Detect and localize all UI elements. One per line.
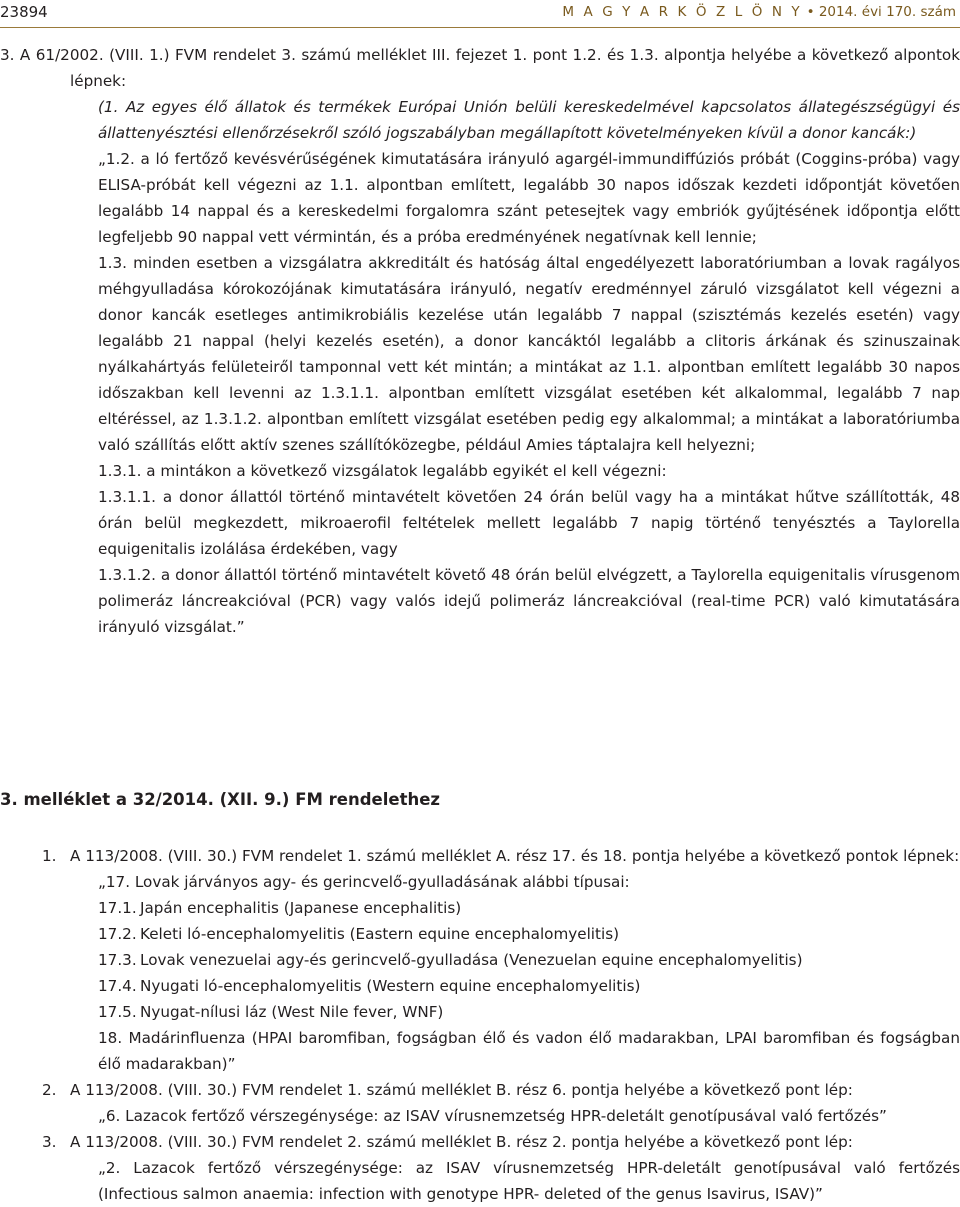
journal-header [562,4,956,20]
section-3-intro: 3. A 61/2002. (VIII. 1.) FVM rendelet 3. számú melléklet III. fejezet 1. pont 1.2. és 1.3. alpontja helyébe a következő alpontok lépnek: [0,46,960,90]
item-number: 3. [42,1133,57,1151]
annex-item-1-18: 18. Madárinfluenza (HPAI baromfiban, fogságban élő és vadon élő madarakban, LPAI baromfiban és fogságban élő madarakban)” [98,1029,960,1073]
subitem-text: Keleti ló-encephalomyelitis (Eastern equine encephalomyelitis) [140,925,620,943]
item-number: 1. [42,847,57,865]
section-3-body [0,42,960,640]
annex-item-1-17: „17. Lovak járványos agy- és gerincvelő-gyulladásának alábbi típusai: [98,873,630,891]
annex-subitem [0,999,960,1025]
subitem-number: 17.3. [98,951,137,969]
paragraph-1-3-1-1: 1.3.1.1. a donor állattól történő mintavételt követően 24 órán belül vagy ha a mintákat hűtve szállították, 48 órán belül megkezdett, mikroaerofil feltételek mellett legalább 7 napig történő tenyésztés a Taylorella equigenitalis izolálása érdekében, vagy [98,488,960,558]
paragraph-1-2: „1.2. a ló fertőző kevésvérűségének kimutatására irányuló agargél-immundiffúziós próbát (Coggins-próba) vagy ELISA-próbát kell végezni az 1.1. alpontban említett, legalább 30 napos időszak kezdeti időpontját követően legalább 14 nappal és a kereskedelmi forgalomra szánt petesejtek vagy embriók gyűjtésének időpontja előtt legfeljebb 90 nappal vett vérmintán, és a próba eredményének negatívnak kell lennie; [98,150,960,246]
subitem-text: Lovak venezuelai agy-és gerincvelő-gyulladása (Venezuelan equine encephalomyelitis) [140,951,803,969]
subitem-number: 17.5. [98,1003,137,1021]
annex-item-1: 1. A 113/2008. (VIII. 30.) FVM rendelet 1. számú melléklet A. rész 17. és 18. pontja helyébe a következő pontok lépnek: [0,843,960,869]
annex-sublist [0,895,960,1025]
annex-body [0,843,960,1207]
paragraph-1-3-1: 1.3.1. a mintákon a következő vizsgálatok legalább egyikét el kell végezni: [98,462,667,480]
subitem-number: 17.2. [98,925,137,943]
journal-title: M A G Y A R K Ö Z L Ö N Y [562,4,803,20]
subitem-text: Japán encephalitis (Japanese encephalitis) [140,899,462,917]
bullet-separator: • [806,4,815,20]
subitem-number: 17.4. [98,977,137,995]
subitem-number: 17.1. [98,899,137,917]
annex-subitem [0,895,960,921]
quote-heading: (1. Az egyes élő állatok és termékek Európai Unión belüli kereskedelmével kapcsolatos állategészségügyi és állattenyésztési ellenőrzésekről szóló jogszabályban megállapított követelményeken kívül a donor kancák:) [98,98,960,142]
annex-subitem [0,947,960,973]
page-number: 23894 [0,3,48,21]
paragraph-1-3-1-2: 1.3.1.2. a donor állattól történő mintavételt követő 48 órán belül elvégzett, a Taylorella equigenitalis vírusgenom polimeráz láncreakcióval (PCR) vagy valós idejű polimeráz láncreakcióval (real-time PCR) való kimutatására irányuló vizsgálat.” [98,566,960,636]
annex-title: 3. melléklet a 32/2014. (XII. 9.) FM rendelethez [0,790,441,809]
annex-item-2: 2. A 113/2008. (VIII. 30.) FVM rendelet 1. számú melléklet B. rész 6. pontja helyébe a következő pont lép: [0,1077,960,1103]
issue-label: 2014. évi 170. szám [818,4,956,20]
item-number: 2. [42,1081,57,1099]
annex-item-2-quote: „6. Lazacok fertőző vérszegénysége: az ISAV vírusnemzetség HPR-deletált genotípusával való fertőzés” [98,1107,887,1125]
subitem-text: Nyugat-nílusi láz (West Nile fever, WNF) [140,1003,444,1021]
header-divider [0,27,960,28]
annex-subitem [0,921,960,947]
subitem-text: Nyugati ló-encephalomyelitis (Western equine encephalomyelitis) [140,977,641,995]
annex-subitem [0,973,960,999]
annex-item-3: 3. A 113/2008. (VIII. 30.) FVM rendelet 2. számú melléklet B. rész 2. pontja helyébe a következő pont lép: [0,1129,960,1155]
annex-item-3-quote: „2. Lazacok fertőző vérszegénysége: az ISAV vírusnemzetség HPR-deletált genotípusával való fertőzés (Infectious salmon anaemia: infection with genotype HPR- deleted of the genus Isavirus, ISAV)” [98,1159,960,1203]
paragraph-1-3: 1.3. minden esetben a vizsgálatra akkreditált és hatóság által engedélyezett laboratóriumban a lovak ragályos méhgyulladása kórokozójának kimutatására irányuló, negatív eredménnyel záruló vizsgálatot kell végezni a donor kancák esetleges antimikrobiális kezelése után legalább 7 nappal (szisztémás kezelés esetén) vagy legalább 21 nappal (helyi kezelés esetén), a donor kancáktól legalább a clitoris árkának és szinuszainak nyálkahártyás felületeiről tamponnal vett két mintán; a mintákat az 1.1. alpontban említett legalább 30 napos időszakban kell levenni az 1.3.1.1. alpontban említett vizsgálat esetében két alkalommal, legalább 7 nap eltéréssel, az 1.3.1.2. alpontban említett vizsgálat esetében pedig egy alkalommal; a mintákat a laboratóriumba való szállítás előtt aktív szenes szállítóközegbe, például Amies táptalajra kell helyezni; [98,254,960,454]
